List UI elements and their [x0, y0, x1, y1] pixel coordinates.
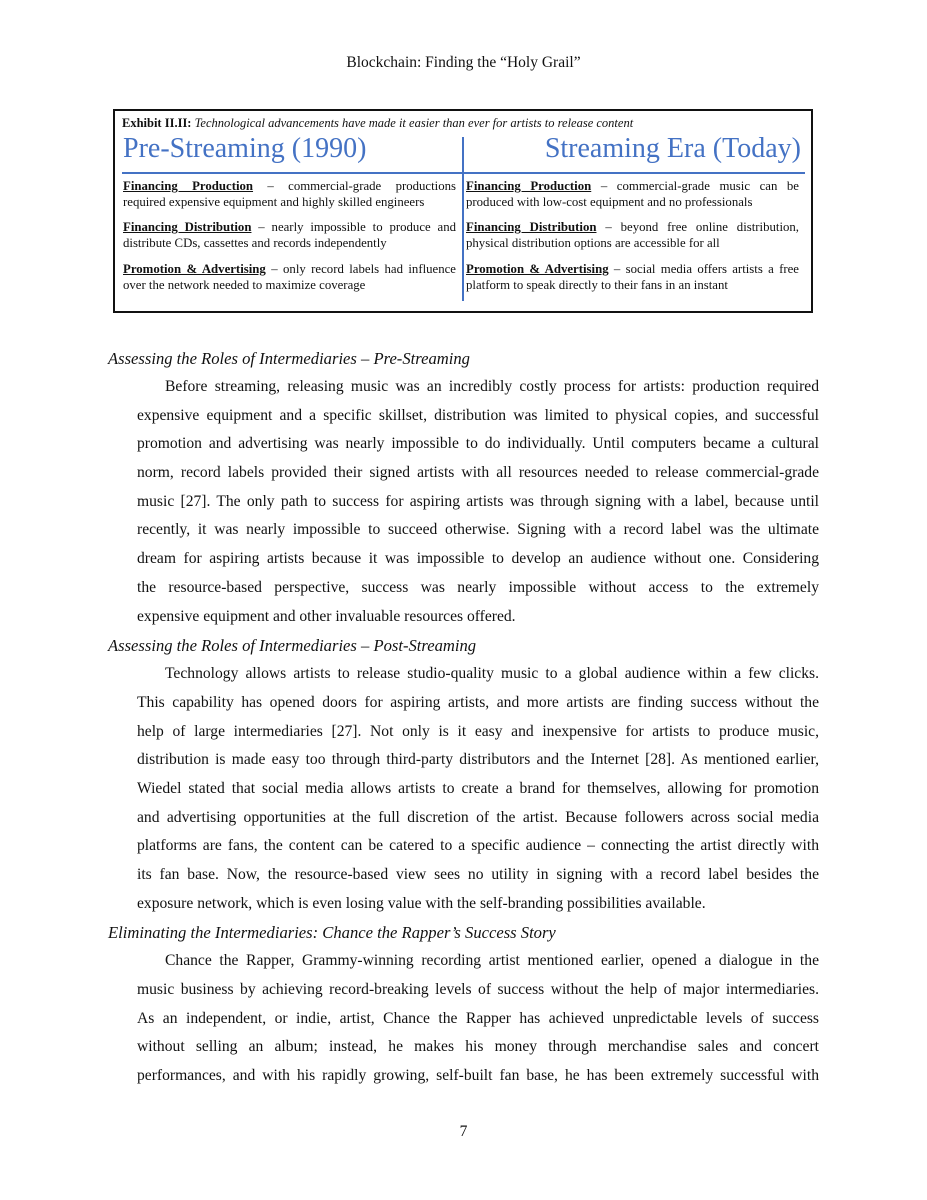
- exhibit-item-text: – commercial-grade productions required expensive equipment and highly skilled engineers: [123, 179, 456, 209]
- exhibit-item-term: Financing Distribution: [466, 220, 597, 234]
- section-heading: Assessing the Roles of Intermediaries – Pre-Streaming: [108, 349, 470, 368]
- exhibit-item-text: – only record labels had influence over the network needed to maximize coverage: [123, 262, 456, 292]
- exhibit-item-term: Financing Production: [466, 179, 592, 193]
- exhibit-item: [123, 219, 456, 251]
- exhibit-item: [466, 178, 799, 210]
- running-header: Blockchain: Finding the “Holy Grail”: [346, 54, 581, 71]
- exhibit-item: [466, 219, 799, 251]
- document-body: [108, 344, 819, 1091]
- exhibit-left-column: [123, 178, 456, 302]
- paragraph-line: promotion and advertising was nearly impossible to do individually. Until computers became a cultural: [137, 435, 819, 453]
- exhibit-item-text: – nearly impossible to produce and distribute CDs, cassettes and records independently: [123, 220, 457, 250]
- exhibit-item-text: – beyond free online distribution, physical distribution options are accessible for all: [466, 220, 800, 250]
- paragraph-line: distribution is made easy too through third-party distributors and the Internet [28]. As mentioned earlier,: [137, 751, 819, 769]
- paragraph-line: Chance the Rapper, Grammy-winning recording artist mentioned earlier, opened a dialogue in the: [165, 952, 819, 970]
- paragraph-line: As an independent, or indie, artist, Chance the Rapper has achieved unpredictable levels of success: [137, 1009, 819, 1027]
- exhibit-item-text: – social media offers artists a free platform to speak directly to their fans in an instant: [466, 262, 799, 292]
- paragraph-line: platforms are fans, the content can be catered to a specific audience – connecting the artist directly with: [137, 837, 819, 855]
- exhibit-item-term: Financing Production: [123, 179, 254, 193]
- exhibit-label: Exhibit II.II:: [122, 116, 192, 130]
- paragraph-line: expensive equipment and other invaluable resources offered.: [137, 607, 516, 625]
- section-heading: Eliminating the Intermediaries: Chance the Rapper’s Success Story: [108, 923, 556, 943]
- paragraph-line: music [27]. The only path to success for aspiring artists was through signing with a label, because until: [137, 492, 819, 510]
- exhibit-box: [113, 109, 813, 313]
- paragraph-line: Before streaming, releasing music was an incredibly costly process for artists: production required: [165, 378, 819, 395]
- exhibit-item-term: Promotion & Advertising: [123, 262, 266, 276]
- exhibit-vertical-divider: [462, 137, 464, 301]
- exhibit-caption-text: Technological advancements have made it easier than ever for artists to release content: [194, 116, 634, 130]
- exhibit-right-column: [466, 178, 799, 302]
- paragraph-line: and advertising opportunities at the full discretion of the artist. Because followers across social media: [137, 808, 819, 826]
- exhibit-item: [466, 261, 799, 293]
- paragraph-line: help of large intermediaries [27]. Not only is it easy and inexpensive for artists to produce music,: [137, 722, 819, 740]
- paragraph-line: its fan base. Now, the resource-based view sees no utility in signing with a record label besides the: [137, 866, 819, 883]
- paragraph-line: without selling an album; instead, he makes his money through merchandise sales and concert: [137, 1038, 819, 1056]
- paragraph-line: music business by achieving record-breaking levels of success without the help of major intermediaries.: [137, 981, 819, 999]
- paragraph-line: This capability has opened doors for aspiring artists, and more artists are finding success without the: [137, 693, 819, 711]
- paragraph-line: performances, and with his rapidly growing, self-built fan base, he has been extremely successful with: [137, 1067, 819, 1085]
- paragraph-line: Technology allows artists to release studio-quality music to a global audience within a few clicks.: [165, 665, 819, 683]
- exhibit-item-term: Financing Distribution: [123, 220, 252, 234]
- paragraph-line: recently, it was nearly impossible to succeed otherwise. Signing with a record label was the ultimate: [137, 521, 819, 539]
- section-heading: Assessing the Roles of Intermediaries – Post-Streaming: [108, 636, 477, 656]
- exhibit-horizontal-divider: [122, 172, 805, 174]
- exhibit-caption: [122, 116, 633, 131]
- paragraph-line: the resource-based perspective, success was nearly impossible without access to the extremely: [137, 578, 819, 596]
- paragraph-line: expensive equipment and a specific skillset, distribution was limited to physical copies, and successful: [137, 406, 819, 424]
- paragraph-line: norm, record labels provided their signed artists with all resources needed to release commercial-grade: [137, 464, 819, 482]
- exhibit-item-text: – commercial-grade music can be produced with low-cost equipment and no professionals: [466, 179, 799, 209]
- exhibit-right-title: Streaming Era (Today): [544, 133, 801, 164]
- exhibit-left-title: Pre-Streaming (1990): [123, 133, 367, 164]
- exhibit-item: [123, 178, 456, 210]
- paragraph-line: Wiedel stated that social media allows artists to create a brand for themselves, allowing for promotion: [137, 779, 819, 797]
- exhibit-item: [123, 261, 456, 293]
- exhibit-item-term: Promotion & Advertising: [466, 262, 609, 276]
- page-number: 7: [459, 1123, 468, 1140]
- paragraph-line: exposure network, which is even losing value with the self-branding possibilities available.: [137, 894, 706, 912]
- paragraph-line: dream for aspiring artists because it was impossible to develop an audience without one. Considering: [137, 550, 819, 568]
